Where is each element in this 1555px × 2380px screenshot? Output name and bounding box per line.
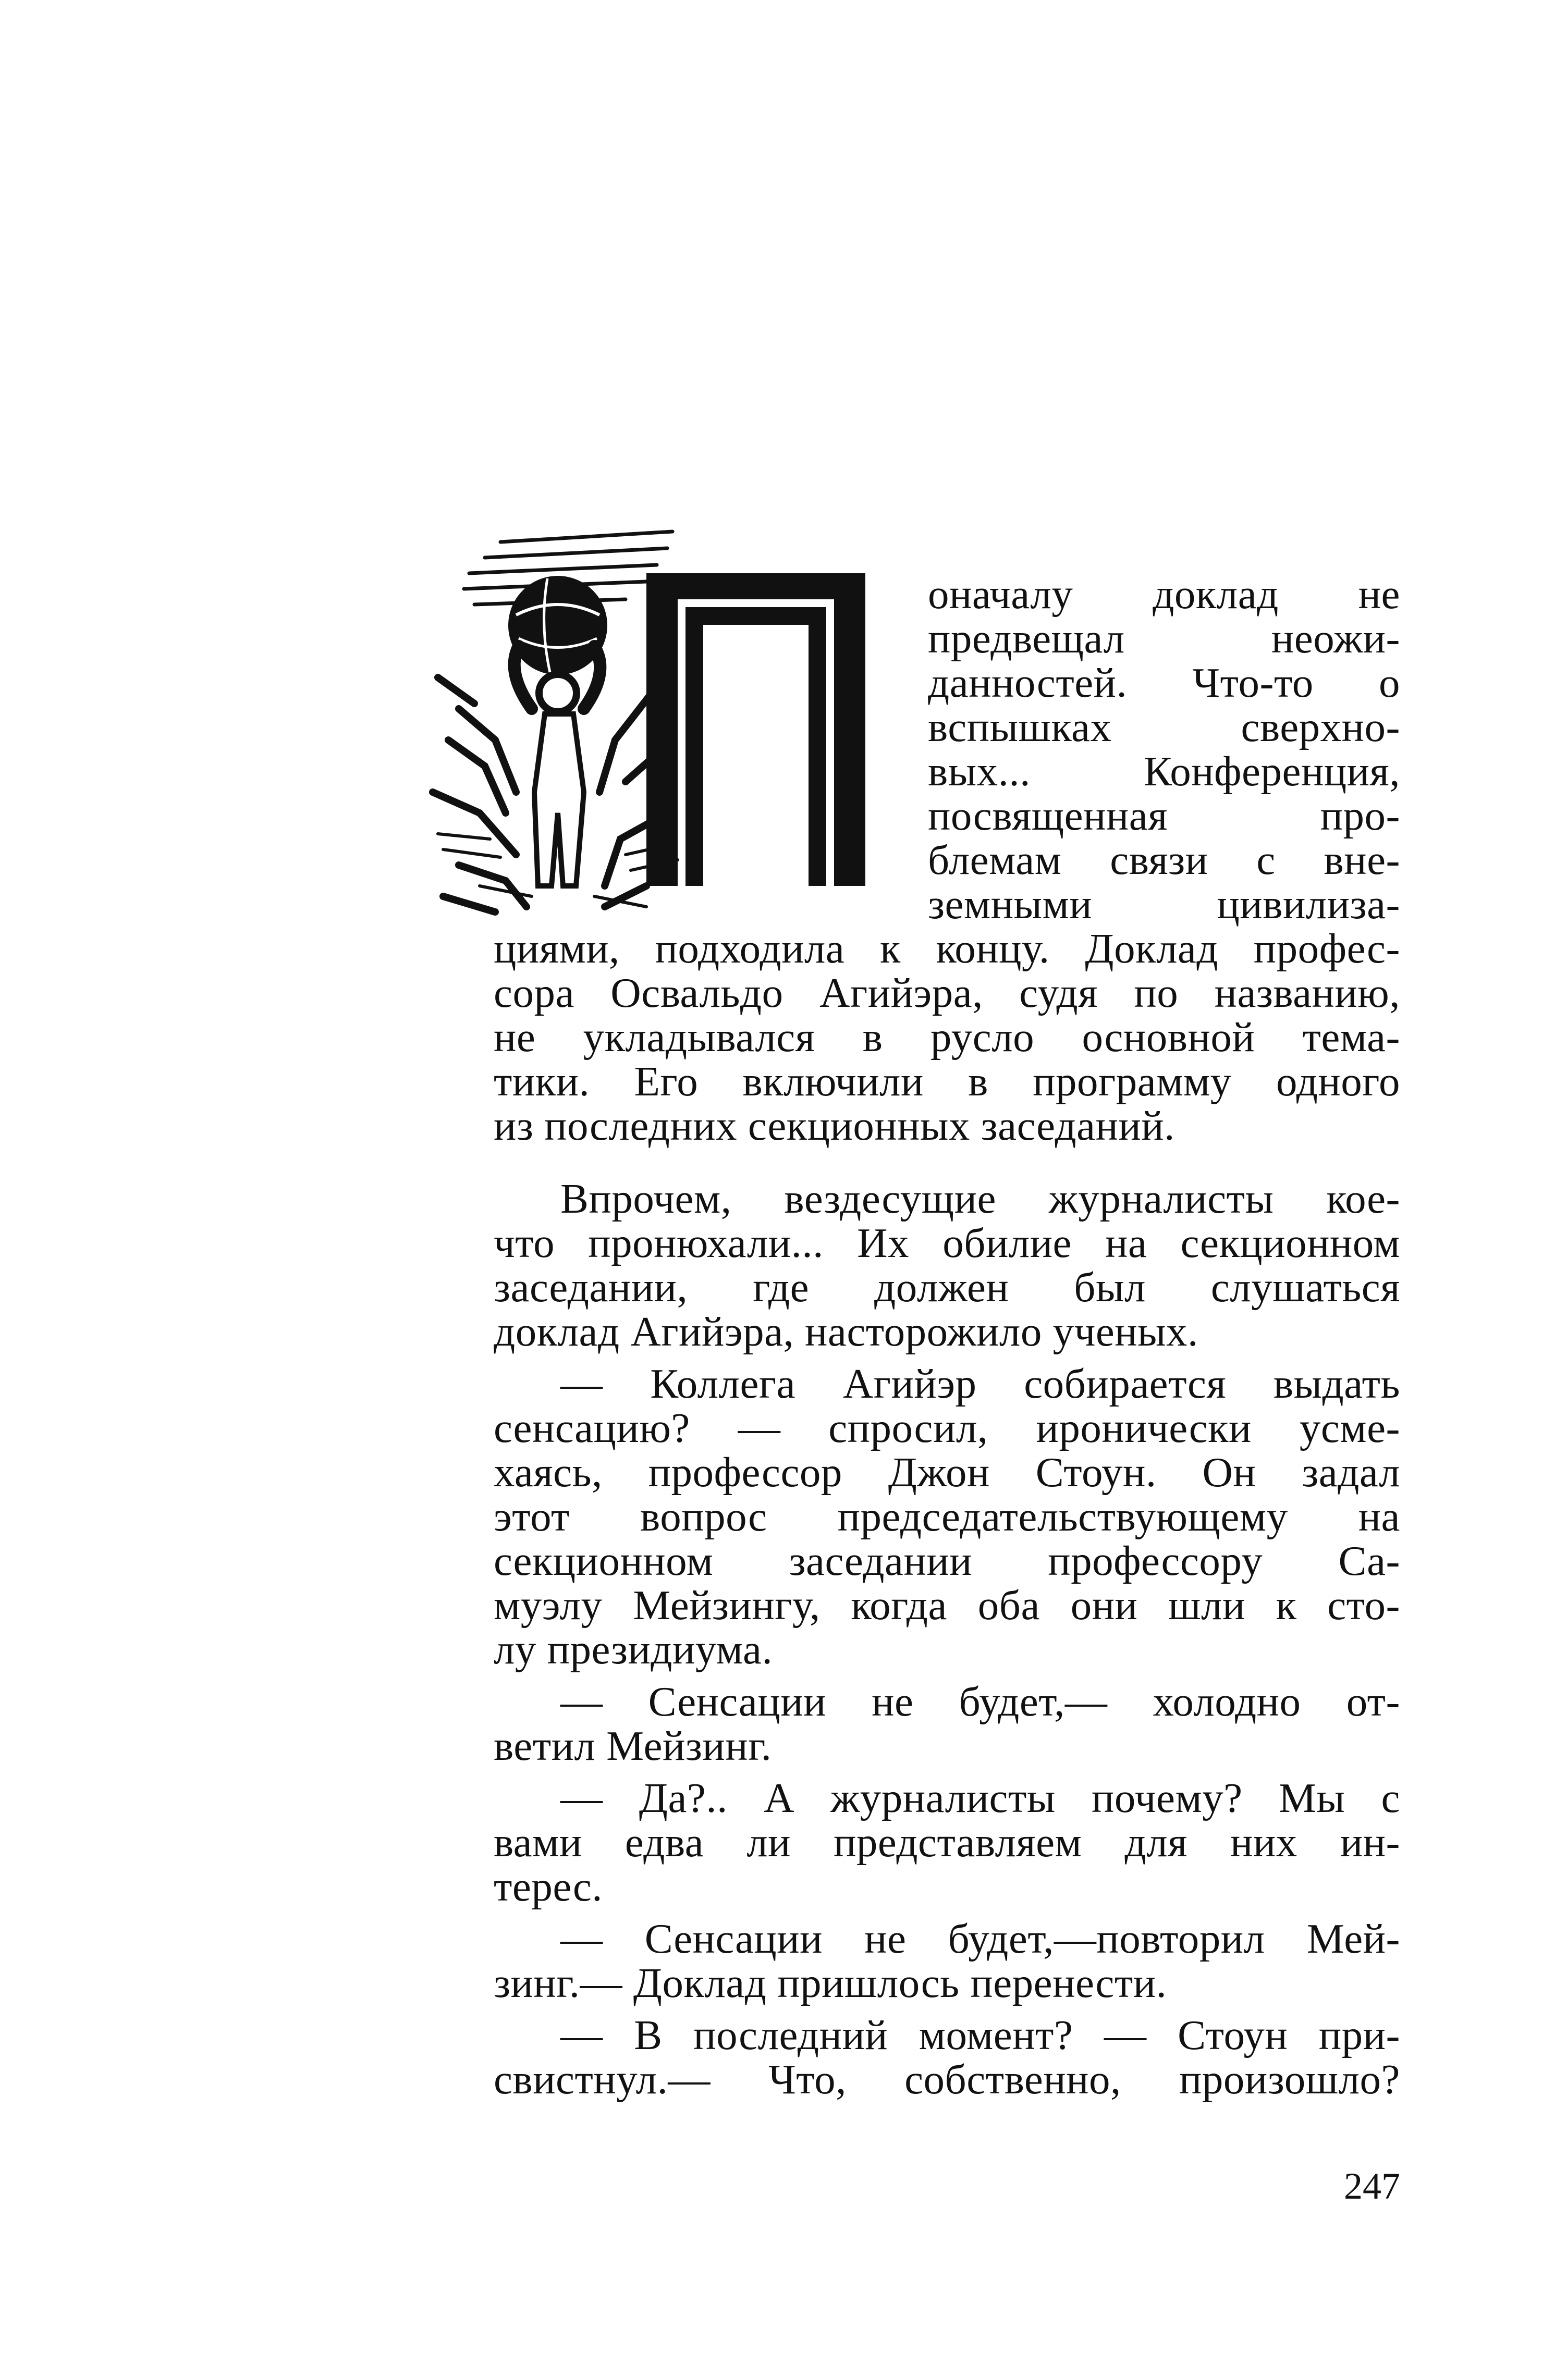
text-line: тики. Его включили в программу одного xyxy=(494,1058,1400,1105)
text-line: доклад Агийэра, насторожило ученых. xyxy=(494,1308,1198,1355)
text-line: посвященная про- xyxy=(928,792,1400,839)
drop-cap-letter xyxy=(646,573,865,886)
text-line: этот вопрос председательствующему на xyxy=(494,1493,1400,1540)
text-line: вами едва ли представляем для них ин- xyxy=(494,1819,1400,1866)
text-line: — Сенсации не будет,—повторил Мей- xyxy=(560,1915,1400,1962)
text-line: терес. xyxy=(494,1863,603,1910)
globe-icon xyxy=(508,576,607,675)
text-line: — Да?.. А журналисты почему? Мы с xyxy=(560,1774,1400,1821)
text-line: Впрочем, вездесущие журналисты кое- xyxy=(560,1175,1400,1222)
text-line: земными цивилиза- xyxy=(928,881,1400,928)
figure-body xyxy=(534,714,584,886)
text-line: свистнул.— Что, собственно, произошло? xyxy=(494,2056,1400,2103)
text-line: — В последний момент? — Стоун при- xyxy=(560,2012,1400,2058)
text-line: хаясь, профессор Джон Стоун. Он задал xyxy=(494,1449,1400,1496)
text-line: вых... Конференция, xyxy=(928,748,1400,795)
text-line: предвещал неожи- xyxy=(928,615,1400,662)
text-line: заседании, где должен был слушаться xyxy=(494,1264,1400,1311)
text-line: циями, подходила к концу. Доклад профес- xyxy=(494,925,1400,972)
text-line: сенсацию? — спросил, иронически усме- xyxy=(494,1404,1400,1451)
text-line: муэлу Мейзингу, когда оба они шли к сто- xyxy=(494,1582,1400,1629)
text-line: что пронюхали... Их обилие на секционном xyxy=(494,1219,1400,1266)
figure-head xyxy=(539,674,577,712)
text-line: вспышках сверхно- xyxy=(928,704,1400,750)
text-line: — Сенсации не будет,— холодно от- xyxy=(560,1678,1400,1725)
text-line: из последних секционных заседаний. xyxy=(494,1102,1175,1149)
text-line: лу президиума. xyxy=(494,1626,773,1673)
text-line: секционном заседании профессору Са- xyxy=(494,1537,1400,1584)
text-line: не укладывался в русло основной тема- xyxy=(494,1014,1400,1060)
text-line: сора Освальдо Агийэра, судя по названию, xyxy=(494,969,1400,1016)
page-number: 247 xyxy=(1344,2165,1400,2207)
text-line: зинг.— Доклад пришлось перенести. xyxy=(494,1959,1167,2006)
text-line: — Коллега Агийэр собирается выдать xyxy=(560,1360,1400,1407)
text-line: ветил Мейзинг. xyxy=(494,1722,772,1769)
text-line: блемам связи с вне- xyxy=(928,836,1400,883)
text-line: оначалу доклад не xyxy=(928,571,1400,618)
text-line: данностей. Что-то о xyxy=(928,659,1400,706)
drop-cap-illustration xyxy=(427,521,897,928)
